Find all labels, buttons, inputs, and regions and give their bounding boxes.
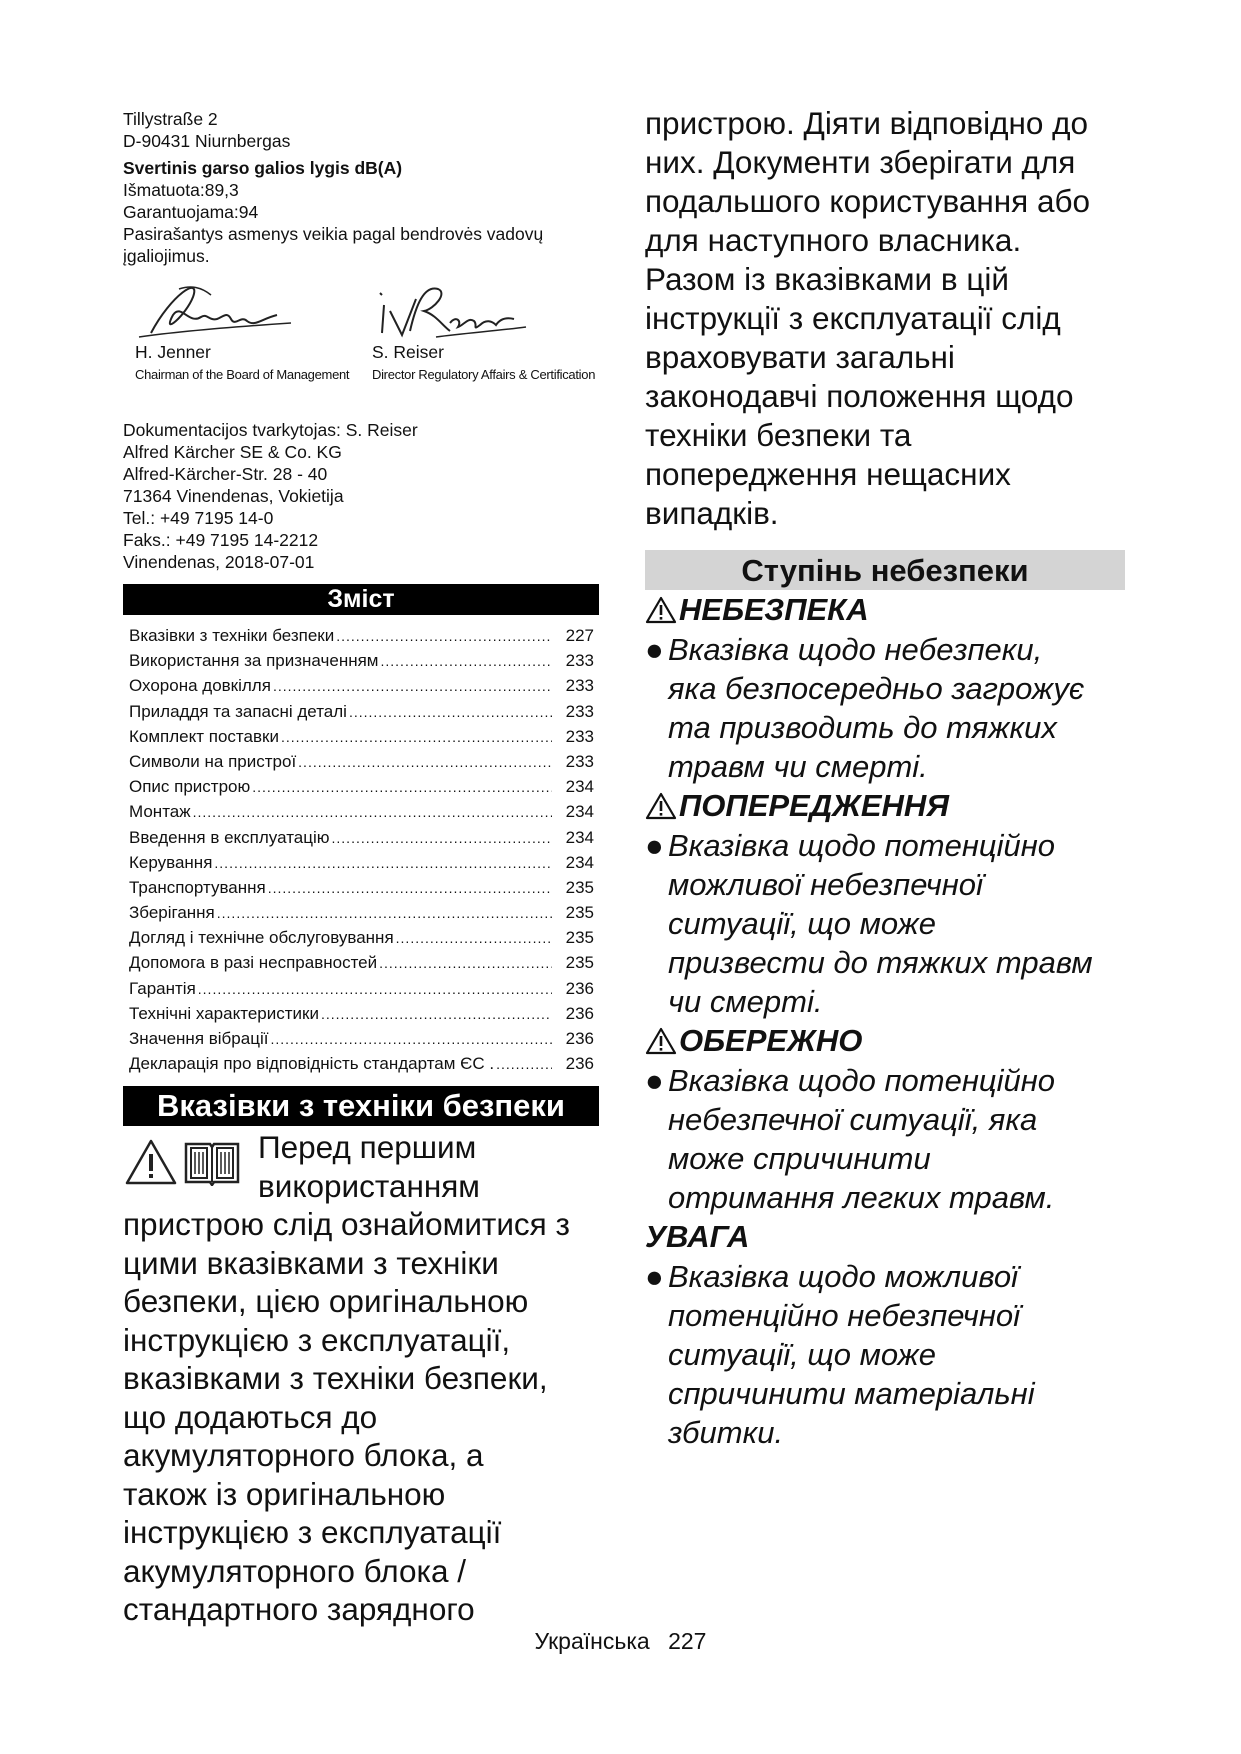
description-line: Вказівка щодо потенційно	[668, 828, 1056, 863]
intro-line: Разом із вказівками в цій	[645, 261, 1010, 297]
toc-item-page: 233	[565, 676, 594, 696]
toc-item-title: Опис пристрою	[129, 777, 251, 797]
right-column	[645, 104, 1125, 1452]
toc-item-title: Догляд і технічне обслуговування	[129, 928, 394, 948]
toc-item-page: 233	[565, 726, 594, 746]
toc-item-page: 235	[565, 903, 594, 923]
toc-item-title: Вказівки з техніки безпеки	[129, 626, 335, 645]
documentation-line: Faks.: +49 7195 14-2212	[123, 530, 319, 550]
toc-item-page: 234	[565, 852, 594, 872]
danger-grade-description	[645, 630, 1125, 786]
intro-line: що додаються до	[123, 1398, 378, 1435]
toc-item-leader	[496, 1052, 552, 1077]
toc-item-leader	[270, 1027, 552, 1052]
intro-line: техніки безпеки та	[645, 417, 912, 453]
toc-item-page: 235	[565, 953, 594, 973]
toc-item-page: 234	[565, 802, 594, 822]
intro-line: також із оригінальною	[123, 1475, 446, 1512]
toc-item-leader	[381, 649, 553, 674]
manual-book-icon	[183, 1138, 241, 1186]
description-line: та призводить до тяжких	[668, 710, 1057, 745]
toc-item-title: Охорона довкілля	[129, 676, 271, 696]
bullet-icon: ●	[645, 828, 664, 863]
intro-line: попередження нещасних	[645, 456, 1011, 492]
documentation-line: 71364 Vinendenas, Vokietija	[123, 486, 344, 506]
intro-line: інструкцією з експлуатації	[123, 1514, 502, 1551]
bullet-icon: ●	[645, 1063, 664, 1098]
intro-line: вказівками з техніки безпеки,	[123, 1360, 548, 1397]
right-intro-text	[645, 104, 1125, 533]
toc-item	[129, 648, 594, 673]
description-line: яка безпосередньо загрожує	[668, 671, 1085, 706]
intro-line: інструкцією з експлуатації,	[123, 1321, 511, 1358]
intro-line: пристрою. Діяти відповідно до	[645, 105, 1089, 141]
danger-grade-label: НЕБЕЗПЕКА	[679, 592, 869, 627]
toc-item-page: 233	[565, 751, 594, 771]
danger-grade-title	[645, 1021, 1125, 1061]
toc-item	[129, 976, 594, 1001]
toc-item-leader	[193, 800, 552, 825]
intro-line: акумуляторного блока /	[123, 1552, 467, 1589]
toc-item	[129, 825, 594, 850]
toc-item-leader	[379, 951, 552, 976]
toc-item	[129, 799, 594, 824]
signatory-note: įgaliojimus.	[123, 246, 210, 266]
toc-item-title: Використання за призначенням	[129, 651, 379, 671]
description-line: Вказівка щодо небезпеки,	[668, 632, 1043, 667]
documentation-line: Alfred Kärcher SE & Co. KG	[123, 442, 342, 462]
danger-grade-label: ОБЕРЕЖНО	[679, 1023, 863, 1058]
footer-language: Українська	[534, 1628, 650, 1654]
warning-icon	[645, 792, 677, 820]
toc-item-page: 236	[565, 978, 594, 998]
bullet-icon: ●	[645, 1259, 664, 1294]
danger-grade-description	[645, 1257, 1125, 1452]
toc-item	[129, 774, 594, 799]
intro-line: цими вказівками з техніки	[123, 1244, 499, 1281]
toc-item-title: Введення в експлуатацію	[129, 827, 330, 847]
toc-item-page: 234	[565, 777, 594, 797]
toc-item-page: 233	[565, 701, 594, 721]
toc-item	[129, 724, 594, 749]
toc-item-page: 233	[565, 651, 594, 671]
signature-reiser-graphic	[376, 275, 536, 345]
description-line: чи смерті.	[668, 984, 823, 1019]
signatory-name: S. Reiser	[372, 342, 444, 362]
toc-item-title: Приладдя та запасні деталі	[129, 701, 347, 721]
danger-grade-description	[645, 1061, 1125, 1217]
toc-item-leader	[252, 775, 552, 800]
intro-line: стандартного зарядного	[123, 1591, 475, 1628]
danger-grade-title	[645, 1217, 1125, 1257]
signatory-role: Director Regulatory Affairs & Certification	[372, 367, 596, 382]
toc-item-leader	[396, 926, 552, 951]
toc-item	[129, 900, 594, 925]
toc-item-title: Монтаж	[129, 802, 191, 822]
toc-item	[129, 749, 594, 774]
description-line: спричинити матеріальні	[668, 1376, 1035, 1411]
danger-grade-title	[645, 786, 1125, 826]
warning-triangle-icon	[125, 1138, 177, 1186]
toc-item	[129, 1001, 594, 1026]
toc-item	[129, 673, 594, 698]
intro-icons	[125, 1138, 241, 1186]
toc-item-title: Значення вібрації	[129, 1029, 269, 1048]
description-line: можливої небезпечної	[668, 867, 983, 902]
address-line: D-90431 Niurnbergas	[123, 131, 291, 151]
toc-item-leader	[273, 674, 552, 699]
toc-item	[129, 950, 594, 975]
toc-item-page: 236	[565, 1054, 594, 1074]
toc-item	[129, 1051, 594, 1076]
intro-line: інструкції з експлуатації слід	[645, 300, 1061, 336]
warning-icon	[645, 596, 677, 624]
documentation-line: Tel.: +49 7195 14-0	[123, 508, 274, 528]
intro-rest	[123, 1205, 599, 1629]
signature-jenner-graphic	[131, 275, 301, 345]
address-line: Tillystraße 2	[123, 109, 218, 129]
intro-line: пристрою слід ознайомитися з	[123, 1206, 570, 1243]
toc-item-title: Гарантія	[129, 978, 196, 998]
sound-title: Svertinis garso galios lygis dB(A)	[123, 158, 403, 178]
danger-grade-title	[645, 590, 1125, 630]
signatory-role: Chairman of the Board of Management	[135, 367, 350, 382]
toc-item-title: Символи на пристрої	[129, 751, 297, 771]
toc-item-leader	[332, 826, 552, 851]
toc-item-page: 235	[565, 928, 594, 948]
sound-guaranteed: Garantuojama:94	[123, 202, 259, 222]
toc-item-page: 236	[565, 1029, 594, 1048]
toc-item-leader	[214, 851, 552, 876]
signature-reiser	[372, 275, 596, 382]
toc-item-leader	[298, 750, 552, 775]
address-block	[123, 108, 599, 152]
intro-line: для наступного власника.	[645, 222, 1022, 258]
toc-item-leader	[217, 901, 552, 926]
description-line: Вказівка щодо потенційно	[668, 1063, 1056, 1098]
danger-grades-heading: Ступінь небезпеки	[645, 550, 1125, 590]
intro-line: законодавчі положення щодо	[645, 378, 1074, 414]
toc-item-title: Допомога в разі несправностей	[129, 953, 378, 973]
documentation-block	[123, 419, 599, 573]
toc-item-leader	[281, 725, 552, 750]
sound-level-block	[123, 157, 599, 267]
documentation-line: Alfred-Kärcher-Str. 28 - 40	[123, 464, 328, 484]
warning-icon	[645, 1027, 677, 1055]
intro-line: випадків.	[645, 495, 779, 531]
toc-item-leader	[268, 876, 552, 901]
table-of-contents	[123, 623, 599, 1076]
description-line: може спричинити	[668, 1141, 931, 1176]
safety-heading: Вказівки з техніки безпеки	[123, 1086, 599, 1126]
left-column	[123, 108, 599, 1629]
intro-line: враховувати загальні	[645, 339, 955, 375]
danger-grade-label: УВАГА	[645, 1219, 750, 1254]
description-line: Вказівка щодо можливої	[668, 1259, 1018, 1294]
description-line: призвести до тяжких травм	[668, 945, 1093, 980]
toc-item-page: 236	[565, 1003, 594, 1023]
danger-grade-label: ПОПЕРЕДЖЕННЯ	[679, 788, 949, 823]
toc-item	[129, 875, 594, 900]
documentation-line: Dokumentacijos tvarkytojas: S. Reiser	[123, 420, 418, 440]
page-footer	[0, 1628, 1241, 1655]
danger-grades-list	[645, 590, 1125, 1452]
toc-item-title: Зберігання	[129, 903, 215, 923]
toc-item-title: Технічні характеристики	[129, 1003, 319, 1023]
intro-line: них. Документи зберігати для	[645, 144, 1076, 180]
description-line: ситуації, що може	[668, 1337, 936, 1372]
toc-item-title: Декларація про відповідність стандартам ЄС .	[129, 1054, 495, 1074]
toc-item-leader	[349, 700, 552, 725]
danger-grade-description	[645, 826, 1125, 1021]
description-line: потенційно небезпечної	[668, 1298, 1021, 1333]
intro-line: Перед першим	[258, 1129, 477, 1166]
toc-item-leader	[198, 977, 552, 1002]
toc-heading: Зміст	[123, 584, 599, 615]
description-line: небезпечної ситуації, яка	[668, 1102, 1038, 1137]
intro-line: акумуляторного блока, а	[123, 1437, 484, 1474]
intro-line: безпеки, цією оригінальною	[123, 1283, 529, 1320]
signatory-name: H. Jenner	[135, 342, 211, 362]
toc-item-leader	[336, 624, 552, 649]
toc-item-title: Керування	[129, 852, 213, 872]
intro-line: використанням	[258, 1167, 480, 1204]
toc-item	[129, 623, 594, 648]
bullet-icon: ●	[645, 632, 664, 667]
toc-item	[129, 1026, 594, 1051]
documentation-line: Vinendenas, 2018-07-01	[123, 552, 315, 572]
toc-item-page: 227	[565, 626, 594, 645]
toc-item	[129, 925, 594, 950]
signatures	[123, 275, 599, 413]
toc-item-title: Транспортування	[129, 877, 266, 897]
description-line: збитки.	[668, 1415, 784, 1450]
toc-item	[129, 850, 594, 875]
description-line: ситуації, що може	[668, 906, 936, 941]
intro-line: подальшого користування або	[645, 183, 1091, 219]
safety-intro	[123, 1128, 599, 1629]
toc-item-page: 234	[565, 827, 594, 847]
footer-page-number: 227	[668, 1628, 707, 1654]
toc-item	[129, 699, 594, 724]
toc-item-page: 235	[565, 877, 594, 897]
sound-measured: Išmatuota:89,3	[123, 180, 239, 200]
signature-jenner	[131, 275, 350, 382]
toc-item-leader	[321, 1002, 552, 1027]
description-line: травм чи смерті.	[668, 749, 928, 784]
description-line: отримання легких травм.	[668, 1180, 1055, 1215]
toc-item-title: Комплект поставки	[129, 726, 279, 746]
signatory-note: Pasirašantys asmenys veikia pagal bendrovės vadovų	[123, 224, 544, 244]
